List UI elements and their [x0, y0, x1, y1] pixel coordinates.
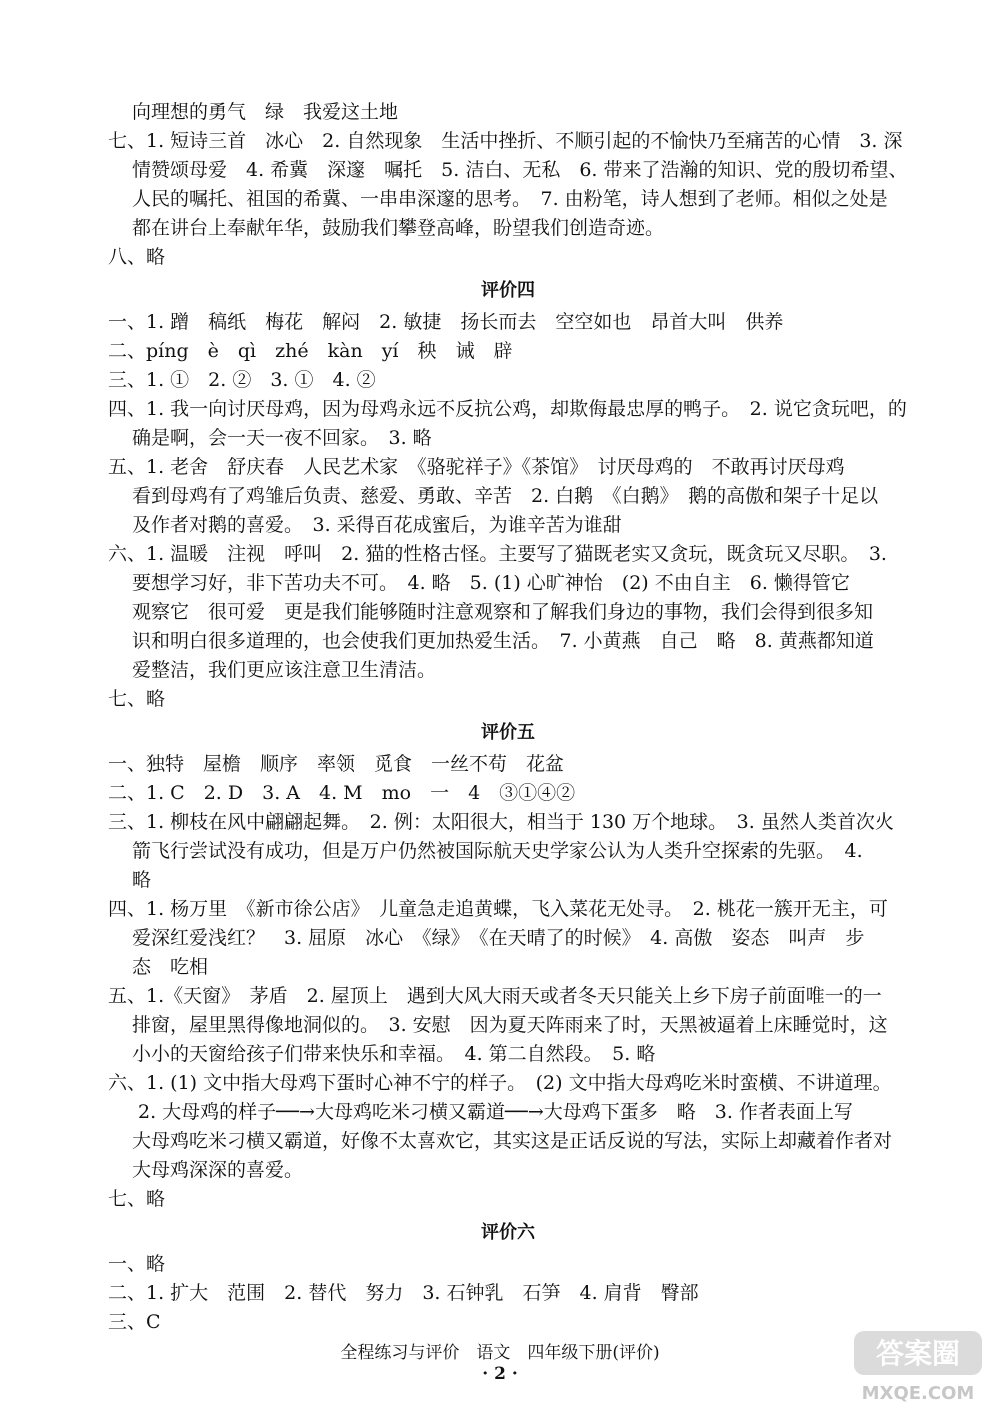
continuation-line: 爱整洁，我们更应该注意卫生清洁。 — [132, 659, 437, 681]
question-line: 四、1. 我一向讨厌母鸡，因为母鸡永远不反抗公鸡，却欺侮最忠厚的鸭子。 2. 说它贪玩吧，的 — [108, 398, 907, 420]
question-line: 五、1. 老舍 舒庆春 人民艺术家 《骆驼祥子》《茶馆》 讨厌母鸡的 不敢再讨厌母鸡 — [108, 456, 845, 478]
question-line: 五、1.《天窗》 茅盾 2. 屋顶上 遇到大风大雨天或者冬天只能关上乡下房子前面唯一的一 — [108, 985, 882, 1007]
watermark-logo-text: 答案圈 — [875, 1337, 961, 1370]
watermark-logo — [850, 1327, 986, 1405]
section-heading: 评价四 — [481, 280, 535, 301]
continuation-line: 要想学习好，非下苦功夫不可。 4. 略 5. (1) 心旷神怡 (2) 不由自主 6. 懒得管它 — [132, 572, 850, 594]
question-line: 七、1. 短诗三首 冰心 2. 自然现象 生活中挫折、不顺引起的不愉快乃至痛苦的心情 3. 深 — [108, 130, 903, 152]
continuation-line: 态 吃相 — [132, 956, 209, 978]
question-line: 二、1. 扩大 范围 2. 替代 努力 3. 石钟乳 石笋 4. 肩背 臀部 — [108, 1282, 699, 1304]
continuation-line: 及作者对鹅的喜爱。 3. 采得百花成蜜后，为谁辛苦为谁甜 — [132, 514, 622, 536]
question-line: 二、1. C 2. D 3. A 4. M mo 一 4 ③①④② — [108, 782, 576, 804]
answer-content — [108, 98, 908, 1337]
continuation-line: 情赞颂母爱 4. 希冀 深邃 嘱托 5. 洁白、无私 6. 带来了浩瀚的知识、党的殷切希望、 — [132, 159, 908, 181]
section-heading: 评价五 — [481, 722, 535, 743]
continuation-line: 爱深红爱浅红？ 3. 屈原 冰心 《绿》 《在天晴了的时候》 4. 高傲 姿态 叫声 步 — [132, 927, 865, 949]
footer-book-title: 全程练习与评价 语文 四年级下册(评价) — [340, 1343, 660, 1363]
question-line: 七、略 — [108, 688, 166, 710]
continuation-line: 观察它 很可爱 更是我们能够随时注意观察和了解我们身边的事物，我们会得到很多知 — [132, 601, 874, 623]
continuation-line: 小小的天窗给孩子们带来快乐和幸福。 4. 第二自然段。 5. 略 — [132, 1043, 656, 1065]
section-heading: 评价六 — [481, 1222, 535, 1243]
continuation-line: 确是啊，会一天一夜不回家。 3. 略 — [132, 427, 432, 449]
continuation-line: 人民的嘱托、祖国的希冀、一串串深邃的思考。 7. 由粉笔，诗人想到了老师。相似之处是 — [132, 188, 888, 210]
continuation-line: 看到母鸡有了鸡雏后负责、慈爱、勇敢、辛苦 2. 白鹅 《白鹅》 鹅的高傲和架子十足以 — [132, 485, 879, 507]
question-line: 三、1. 柳枝在风中翩翩起舞。 2. 例：太阳很大，相当于 130 万个地球。 3. 虽然人类首次火 — [108, 811, 894, 833]
continuation-line: 向理想的勇气 绿 我爱这土地 — [132, 101, 399, 123]
question-line: 八、略 — [108, 246, 166, 268]
question-line: 六、1. 温暖 注视 呼叫 2. 猫的性格古怪。主要写了猫既老实又贪玩，既贪玩又尽职。 3. — [108, 543, 887, 565]
page-number: · 2 · — [482, 1364, 518, 1384]
question-line: 一、独特 屋檐 顺序 率领 觅食 一丝不苟 花盆 — [108, 753, 565, 775]
continuation-line: 略 — [132, 869, 152, 891]
continuation-line: 排窗，屋里黑得像地洞似的。 3. 安慰 因为夏天阵雨来了时，天黑被逼着上床睡觉时，这 — [132, 1014, 888, 1036]
question-line: 六、1. (1) 文中指大母鸡下蛋时心神不宁的样子。 (2) 文中指大母鸡吃米时蛮横、不讲道理。 — [108, 1072, 892, 1094]
question-line: 七、略 — [108, 1188, 166, 1210]
question-line: 二、píng è qì zhé kàn yí 秧 诫 辟 — [108, 340, 513, 362]
continuation-line: 都在讲台上奉献年华，鼓励我们攀登高峰，盼望我们创造奇迹。 — [132, 217, 665, 239]
question-line: 一、略 — [108, 1253, 166, 1275]
continuation-line: 大母鸡深深的喜爱。 — [132, 1159, 304, 1181]
continuation-line: 大母鸡吃米刁横又霸道，好像不太喜欢它，其实这是正话反说的写法，实际上却藏着作者对 — [132, 1130, 893, 1152]
question-line: 三、C — [108, 1311, 161, 1333]
watermark-url: MXQE.COM — [861, 1383, 975, 1404]
question-line: 四、1. 杨万里 《新市徐公店》 儿童急走追黄蝶，飞入菜花无处寻。 2. 桃花一簇开无主，可 — [108, 898, 888, 920]
question-line: 三、1. ① 2. ② 3. ① 4. ② — [108, 369, 376, 391]
continuation-line: 2. 大母鸡的样子──→大母鸡吃米刁横又霸道──→大母鸡下蛋多 略 3. 作者表面上写 — [138, 1101, 853, 1123]
continuation-line: 箭飞行尝试没有成功，但是万户仍然被国际航天史学家公认为人类升空探索的先驱。 4. — [132, 840, 863, 862]
question-line: 一、1. 蹭 稿纸 梅花 解闷 2. 敏捷 扬长而去 空空如也 昂首大叫 供养 — [108, 311, 784, 333]
continuation-line: 识和明白很多道理的，也会使我们更加热爱生活。 7. 小黄燕 自己 略 8. 黄燕都知道 — [132, 630, 874, 652]
